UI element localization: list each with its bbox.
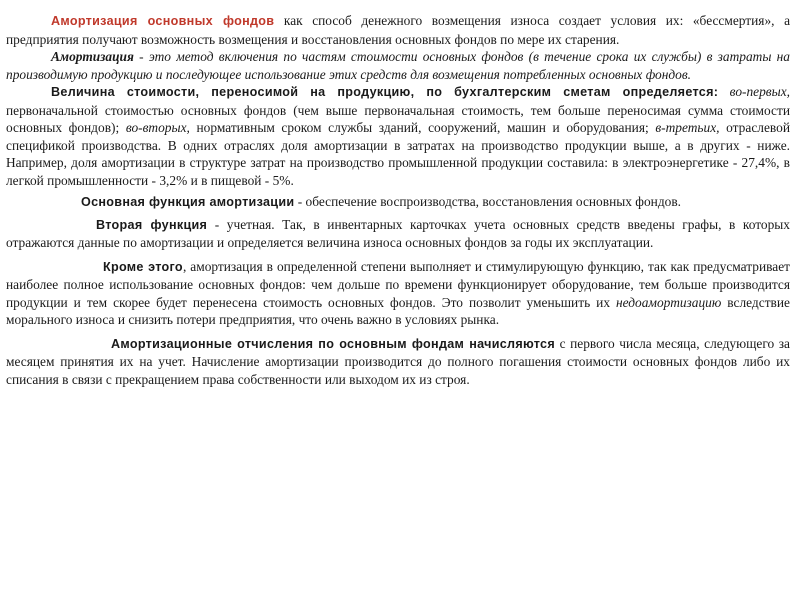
paragraph-text: - это метод включения по частям стоимости основных фондов (в течение срока их службы) в затраты на производимую продукцию и последующее использование этих средств для возмещения потребленных основных фондов. [6,49,790,82]
paragraph-text: отраслевой спецификой производства. В одних отраслях доля амортизации в затратах на производство продукции выше, а в других - ниже. Например, доля амортизации в структуре затрат на производство промышленной продукции составила: в электроэнергетике - 27,4%, в легкой промышленности - 3,2% и в пищевой - 5%. [6,120,790,188]
term-besides-this: Кроме этого [103,259,183,274]
paragraph-text: первоначальной стоимостью основных фондов (чем выше первоначальная стоимость, тем больше переносимая сумма стоимости основных фондов); [6,102,790,135]
paragraph-text: нормативным сроком службы зданий, сооружений, машин и оборудования; [189,120,649,135]
label-second: во-вторых, [119,120,190,135]
paragraph-text: , амортизация в определенной степени выполняет и стимулирующую функцию, так как предусматривает наиболее полное использование основных фондов: чем дольше по времени функционирует оборудование, тем больше производится продукции и тем скорее будет перенесена стоимость основных фондов. Это позволит уменьшить их [6,258,791,310]
paragraph-depreciation-intro [6,12,790,48]
term-depreciation-charges: Амортизационные отчисления по основным фондам начисляются [111,336,555,351]
paragraph-main-function [6,193,790,212]
term-depreciation: Амортизация [51,49,134,64]
paragraph-second-function [6,216,790,252]
paragraph-text: - учетная. Так, в инвентарных карточках учета основных средств введены графы, в которых отражаются данные по амортизации и определяется величина износа основных фондов за годы их эксплуатации. [6,216,790,250]
term-second-function: Вторая функция [96,217,208,232]
paragraph-text: - обеспечение воспроизводства, восстановления основных фондов. [294,194,681,209]
label-third: в-третьих, [648,120,720,135]
paragraph-stimulating-function [6,258,790,329]
term-underdepreciation: недоамортизацию [610,294,722,310]
label-first: во-первых, [718,84,790,99]
paragraph-accrual [6,335,790,389]
paragraph-text: как способ денежного возмещения износа создает условия их: «бессмертия», а предприятия получают возможность возмещения и восстановления основных фондов по мере их старения. [6,13,791,47]
paragraph-value-determination [6,83,790,189]
paragraph-depreciation-definition [6,48,790,83]
lead-value-determination: Величина стоимости, переносимой на продукцию, по бухгалтерским сметам определяется: [51,85,719,99]
term-main-function: Основная функция амортизации [81,195,295,209]
paragraph-text: с первого числа месяца, следующего за месяцем принятия их на учет. Начисление амортизации производится до полного погашения стоимости основных фондов либо их списания в связи с прекращением права собственности или выходом их из строя. [6,335,790,387]
term-depreciation-of-fixed-assets: Амортизация основных фондов [51,14,275,28]
paragraph-text: вследствие морального износа и снизить потери предприятия, что очень важно в условиях рынка. [6,294,790,327]
